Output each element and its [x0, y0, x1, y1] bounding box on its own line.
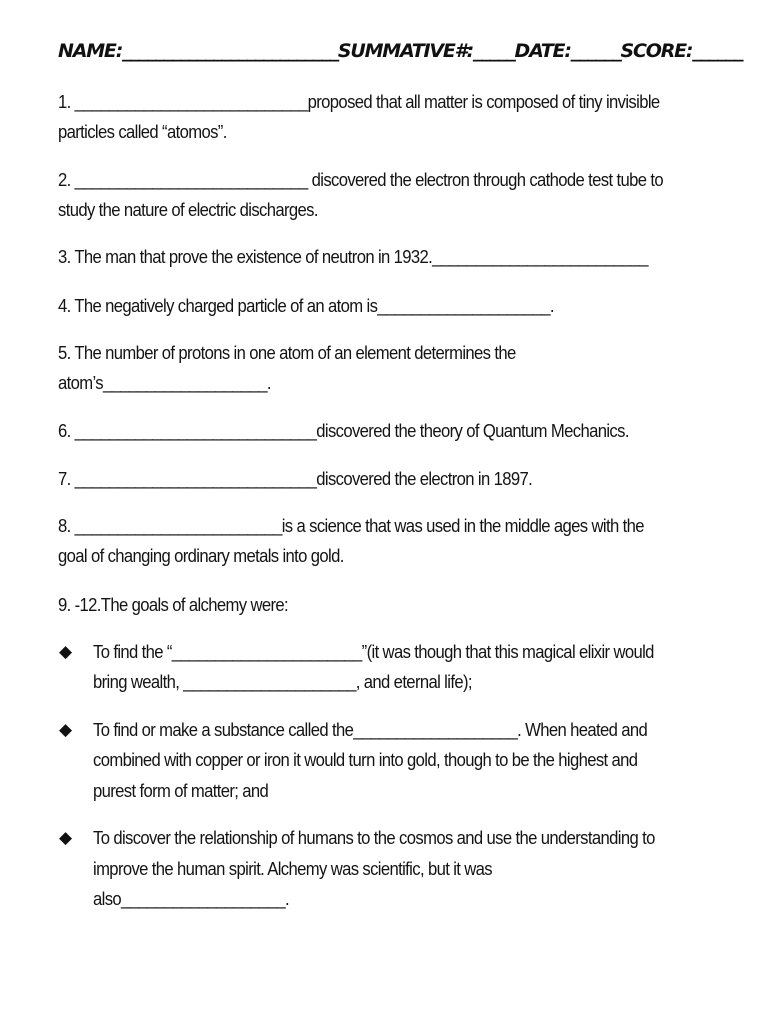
- worksheet-header: NAME:__________________________SUMMATIVE#:_____DATE:______SCORE:______: [58, 40, 743, 62]
- bullet-1-line-1: To find the “______________________”(it was though that this magical elixir would: [93, 641, 654, 662]
- bullet-3-line-3: also___________________.: [93, 888, 289, 909]
- question-9-12-intro: 9. -12.The goals of alchemy were:: [58, 594, 289, 615]
- question-8-line-1: 8. ________________________is a science that was used in the middle ages with the: [58, 515, 644, 536]
- question-2-line-1: 2. ___________________________ discovered the electron through cathode test tube to: [58, 169, 663, 190]
- diamond-bullet-icon: ◆: [59, 720, 73, 739]
- diamond-bullet-icon: ◆: [59, 828, 73, 847]
- bullet-2-line-1: To find or make a substance called the___________________. When heated and: [93, 719, 648, 740]
- question-2-line-2: study the nature of electric discharges.: [58, 199, 318, 220]
- question-5-line-2: atom’s___________________.: [58, 372, 271, 393]
- bullet-2-line-3: purest form of matter; and: [93, 780, 269, 801]
- question-8-line-2: goal of changing ordinary metals into gold.: [58, 545, 344, 566]
- question-1-line-2: particles called “atomos”.: [58, 121, 227, 142]
- question-5-line-1: 5. The number of protons in one atom of an element determines the: [58, 342, 516, 363]
- question-4-line-1: 4. The negatively charged particle of an atom is____________________.: [58, 295, 554, 316]
- question-6-line-1: 6. ____________________________discovered the theory of Quantum Mechanics.: [58, 420, 629, 441]
- bullet-1-line-2: bring wealth, ____________________, and eternal life);: [93, 671, 472, 692]
- diamond-bullet-icon: ◆: [59, 642, 73, 661]
- bullet-2-line-2: combined with copper or iron it would turn into gold, though to be the highest and: [93, 749, 638, 770]
- question-7-line-1: 7. ____________________________discovered the electron in 1897.: [58, 468, 533, 489]
- bullet-3-line-1: To discover the relationship of humans to the cosmos and use the understanding to: [93, 827, 655, 848]
- question-1-line-1: 1. ___________________________proposed that all matter is composed of tiny invisible: [58, 91, 660, 112]
- question-3-line-1: 3. The man that prove the existence of neutron in 1932._________________________: [58, 246, 648, 267]
- bullet-3-line-2: improve the human spirit. Alchemy was scientific, but it was: [93, 858, 492, 879]
